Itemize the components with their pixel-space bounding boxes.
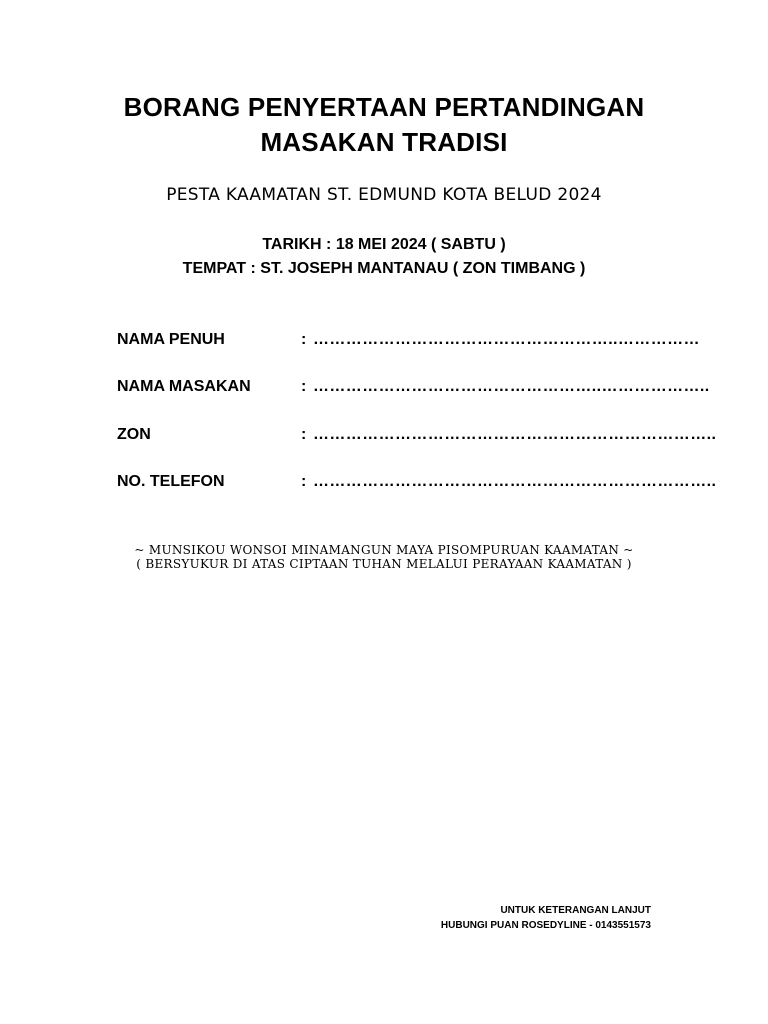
- field-dish-name: [117, 376, 710, 400]
- field-label: NAMA MASAKAN: [117, 378, 251, 395]
- fill-in-line[interactable]: ………………………………………………..……………: [313, 331, 700, 348]
- form-title-line-2: MASAKAN TRADISI: [260, 127, 508, 157]
- field-zone: [117, 424, 717, 448]
- event-date: TARIKH : 18 MEI 2024 ( SABTU ): [262, 236, 506, 253]
- motto-line-2: ( BERSYUKUR DI ATAS CIPTAAN TUHAN MELALUI PERAYAAN KAAMATAN ): [136, 557, 632, 571]
- field-label: ZON: [117, 426, 151, 443]
- fill-in-line[interactable]: ………………………………………………………………..: [313, 426, 717, 443]
- fill-in-line[interactable]: ………………………………………………………………..: [313, 473, 717, 490]
- fill-in-line[interactable]: ……………………………………………..………………..: [313, 378, 710, 395]
- field-separator: :: [301, 331, 307, 348]
- event-venue: TEMPAT : ST. JOSEPH MANTANAU ( ZON TIMBANG ): [182, 260, 586, 277]
- motto-line-1: ~ MUNSIKOU WONSOI MINAMANGUN MAYA PISOMPURUAN KAAMATAN ~: [134, 543, 634, 557]
- event-subtitle: PESTA KAAMATAN ST. EDMUND KOTA BELUD 2024: [166, 185, 602, 205]
- field-phone: [117, 471, 717, 495]
- contact-person: HUBUNGI PUAN ROSEDYLINE - 0143551573: [440, 920, 651, 931]
- contact-heading: UNTUK KETERANGAN LANJUT: [500, 905, 651, 916]
- field-separator: :: [301, 473, 307, 490]
- field-separator: :: [301, 378, 307, 395]
- form-title-line-1: BORANG PENYERTAAN PERTANDINGAN: [123, 92, 645, 122]
- field-full-name: [117, 329, 700, 353]
- field-label: NAMA PENUH: [117, 331, 225, 348]
- field-separator: :: [301, 426, 307, 443]
- field-label: NO. TELEFON: [117, 473, 225, 490]
